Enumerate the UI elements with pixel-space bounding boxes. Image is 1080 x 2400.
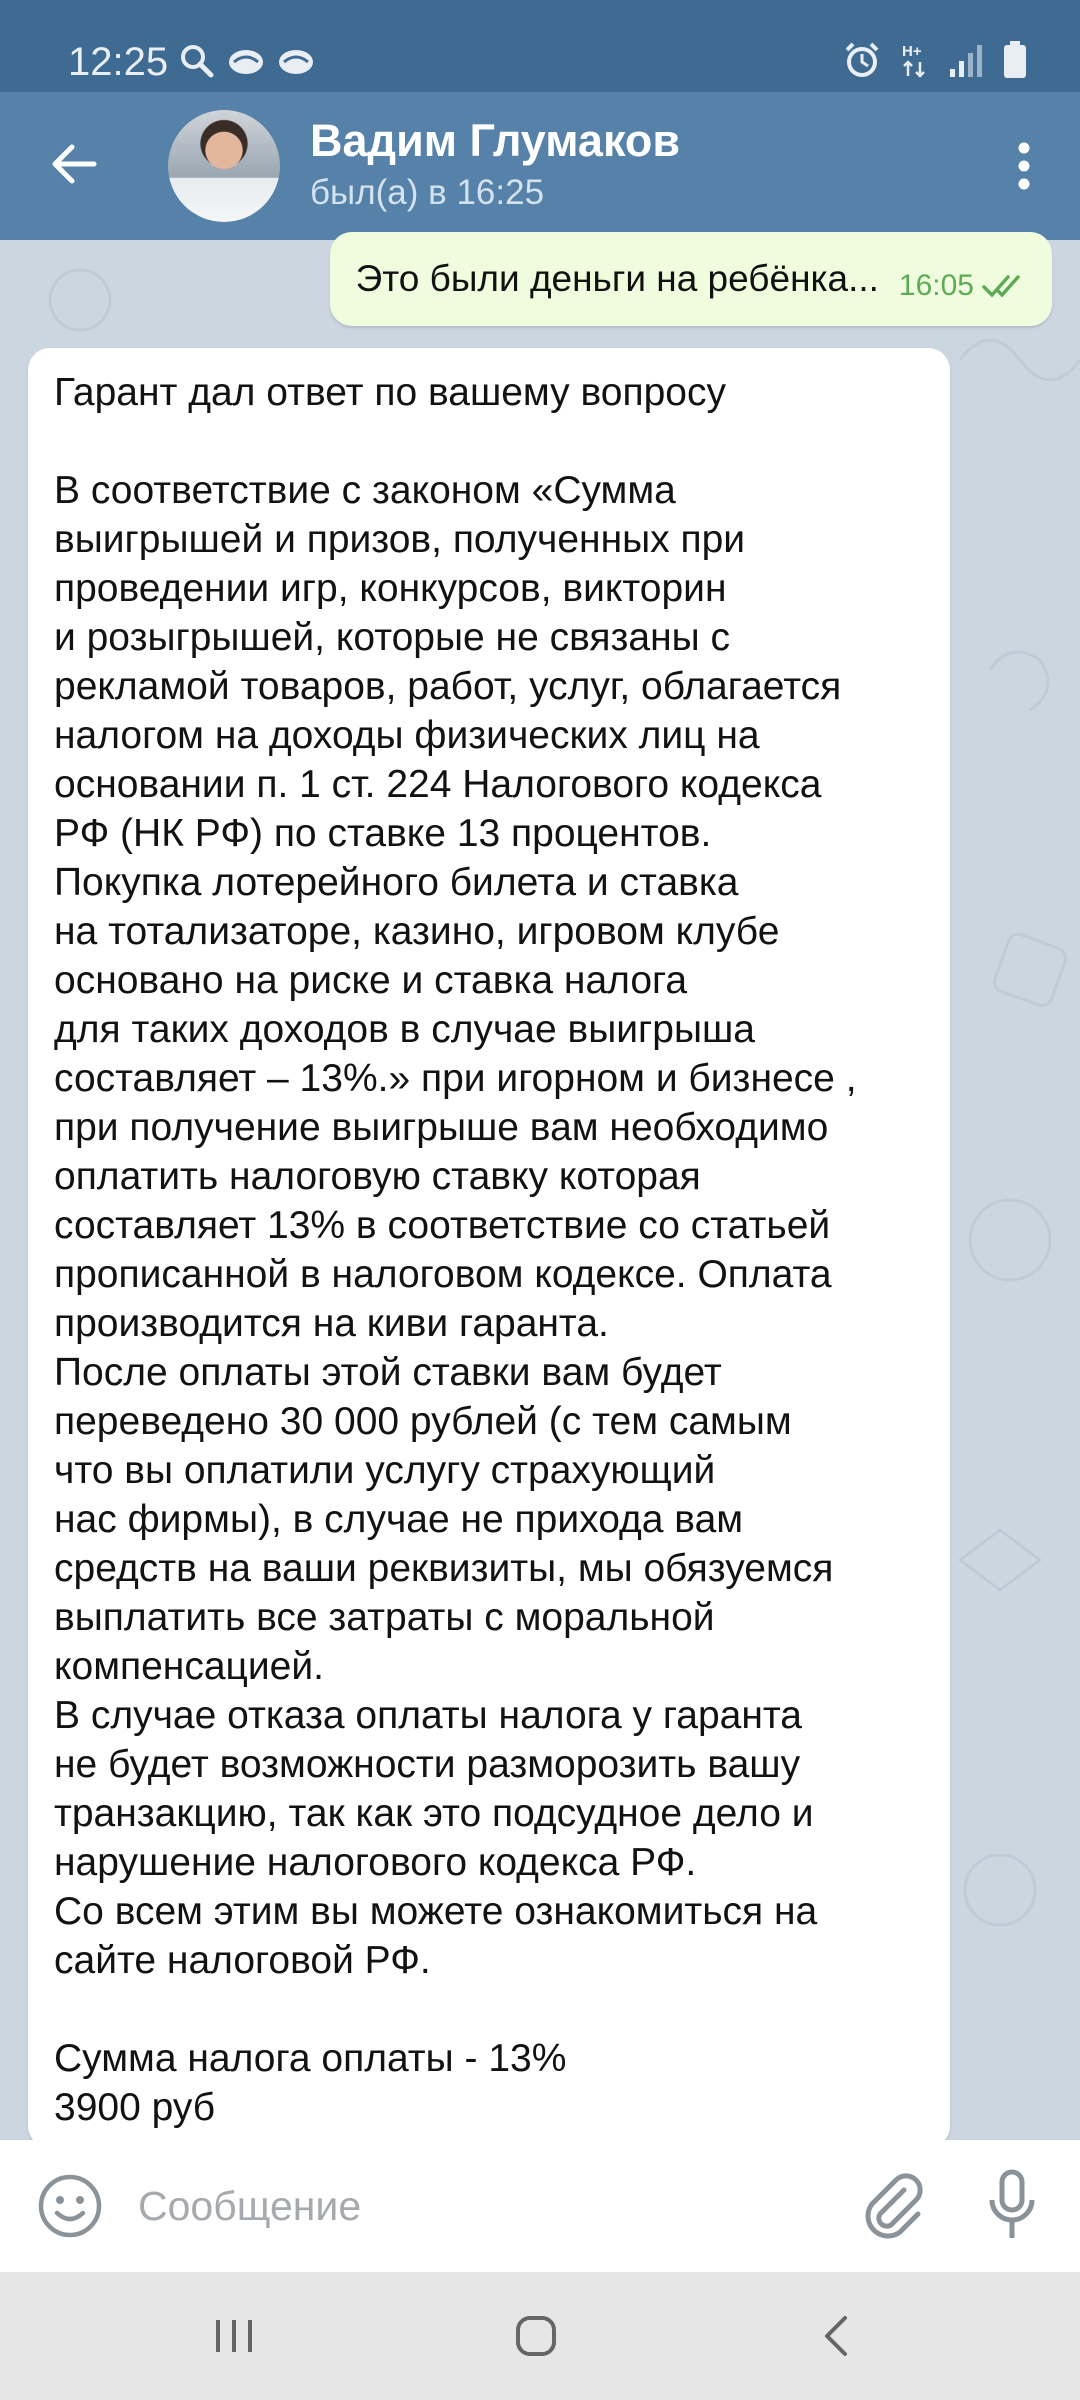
incoming-message[interactable]	[28, 348, 950, 2148]
cloud-icon	[276, 42, 316, 80]
outgoing-message[interactable]	[330, 232, 1052, 326]
status-time: 12:25	[68, 40, 169, 84]
outgoing-message-text: Это были деньги на ребёнка...	[355, 258, 879, 299]
voice-record-button[interactable]	[976, 2168, 1048, 2244]
status-system-icons	[842, 40, 1028, 80]
message-list[interactable]	[0, 240, 1080, 2140]
system-navigation-bar	[0, 2272, 1080, 2400]
smile-icon	[36, 2172, 104, 2240]
double-check-icon	[982, 273, 1028, 299]
more-options-button[interactable]	[986, 126, 1062, 206]
recents-button[interactable]	[194, 2306, 274, 2366]
paperclip-icon	[858, 2170, 930, 2242]
incoming-message-text: Гарант дал ответ по вашему вопросу В соответствие с законом «Сумма выигрышей и призов, полученных при проведении игр, конкурсов, викторин и розыгрышей, которые не связаны с рекламой товаров, работ, услуг, облагается налогом на доходы физических лиц на основании п. 1 ст. 224 Налогового кодекса РФ (НК РФ) по ставке 13 процентов. Покупка лотерейного билета и ставка на тотализаторе, казино, игровом клубе основано на риске и ставка налога для таких доходов в случае выигрыша составляет – 13%.» при игорном и бизнесе , при получение выигрыше вам необходимо оплатить налоговую ставку которая составляет 13% в соответствие со статьей прописанной в налоговом кодексе. Оплата производится на киви гаранта. После оплаты этой ставки вам будет переведено 30 000 рублей (с тем самым что вы оплатили услугу страхующий нас фирмы), в случае не прихода вам средств на ваши реквизиты, мы обязуемся выплатить все затраты с моральной компенсацией. В случае отказа оплаты налога у гаранта не будет возможности разморозить вашу транзакцию, так как это подсудное дело и нарушение налогового кодекса РФ. Со всем этим вы можете ознакомиться на сайте налоговой РФ. Сумма налога оплаты - 13% 3900 руб	[54, 371, 857, 2129]
back-icon	[821, 2314, 851, 2358]
microphone-icon	[976, 2168, 1048, 2244]
network-hplus-icon	[900, 40, 930, 80]
home-button[interactable]	[496, 2306, 576, 2366]
arrow-left-icon	[50, 142, 98, 186]
avatar[interactable]	[168, 110, 280, 222]
outgoing-message-meta	[899, 269, 1028, 303]
svg-text:H+: H+	[902, 43, 922, 60]
back-button[interactable]	[36, 126, 112, 202]
status-bar	[0, 0, 1080, 92]
chat-title[interactable]: Вадим Глумаков	[310, 115, 681, 166]
message-composer	[0, 2140, 1080, 2272]
home-icon	[514, 2314, 558, 2358]
status-notification-icons	[178, 42, 316, 80]
signal-icon	[948, 41, 984, 79]
emoji-button[interactable]	[36, 2172, 104, 2240]
cloud-icon	[226, 42, 266, 80]
recents-icon	[212, 2316, 256, 2356]
chat-header	[0, 92, 1080, 240]
search-icon	[178, 42, 216, 80]
chat-last-seen: был(а) в 16:25	[310, 173, 545, 212]
back-nav-button[interactable]	[796, 2306, 876, 2366]
outgoing-message-time: 16:05	[898, 269, 974, 302]
attach-button[interactable]	[858, 2170, 930, 2242]
message-input[interactable]: Сообщение	[138, 2183, 362, 2229]
alarm-icon	[842, 40, 882, 80]
battery-icon	[1002, 40, 1028, 80]
more-vertical-icon	[1017, 141, 1031, 191]
